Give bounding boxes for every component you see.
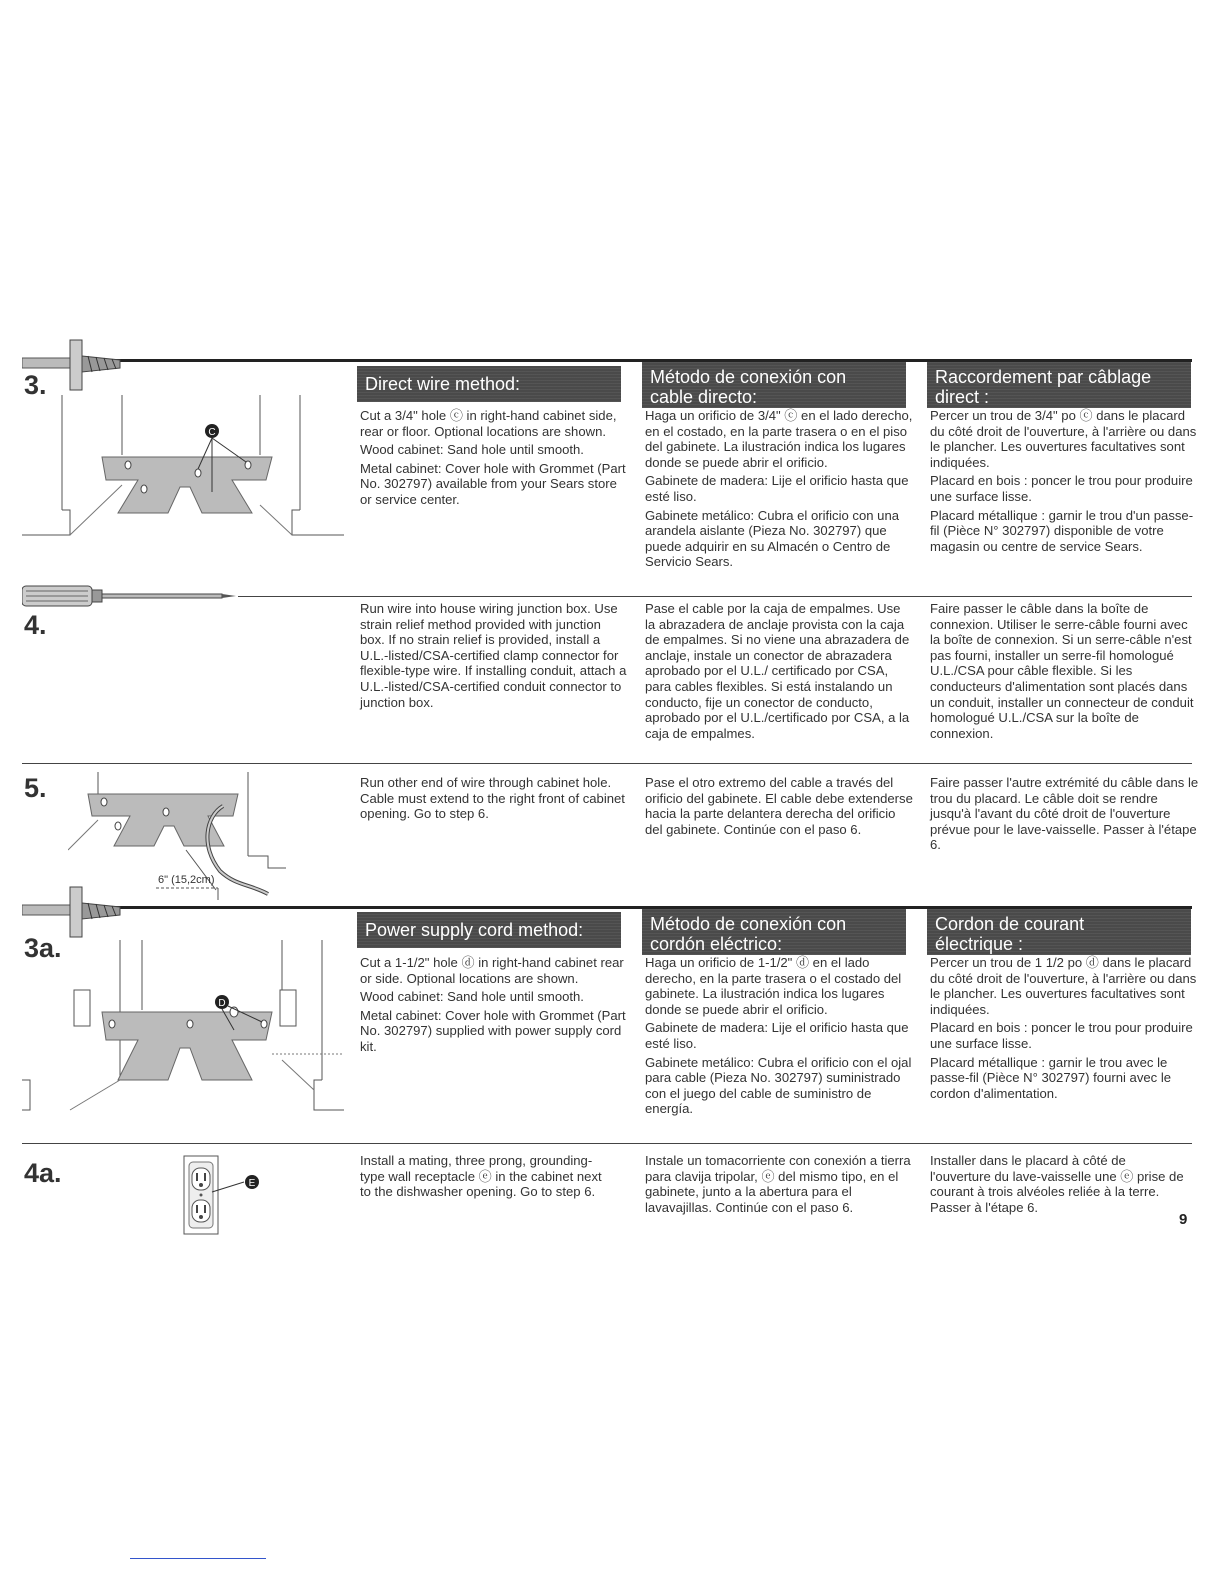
- paragraph: Installer dans le placard à côté de l'ouverture du lave-vaisselle une ⓔ prise de courant à trois alvéoles reliée à la terre. Passer à l'étape 6.: [930, 1153, 1184, 1215]
- step-number-3a: 3a.: [24, 933, 62, 963]
- paragraph: Pase el cable por la caja de empalmes. Use la abrazadera de anclaje provista con la caja de empalmes. Si no viene una abrazadera de anclaje, instale un conector de abrazadera aprobado por el U.L./ certificado por CSA, para cables flexibles. Si está instalando un conducto, fije un conector de conducto, aprobado por el U.L./certificado por CSA, a la caja de empalmes.: [645, 601, 910, 741]
- drill-bit-icon: [22, 883, 122, 943]
- step4a-text-en: [360, 1153, 610, 1203]
- paragraph: Faire passer l'autre extrémité du câble dans le trou du placard. Le câble doit se rendre jusqu'à l'avant du côté droit de l'ouverture prévue pour le lave-vaisselle. Passer à l'étape 6.: [930, 775, 1199, 853]
- step3a-text-en: [360, 955, 628, 1058]
- step4-text-en: [360, 601, 628, 713]
- paragraph: Haga un orificio de 3/4" ⓒ en el lado derecho, en el costado, en la parte trasera o en el piso del gabinete. La ilustración indica los lugares donde se puede abrir el orificio.: [645, 408, 913, 470]
- step5-rule: [22, 763, 1192, 764]
- paragraph: Gabinete de madera: Lije el orificio hasta que esté liso.: [645, 1020, 909, 1051]
- paragraph: Haga un orificio de 1-1/2" ⓓ en el lado derecho, en la parte trasera o el costado del gabinete. La ilustración indica los lugares donde se puede abrir el orificio.: [645, 955, 902, 1017]
- paragraph: Percer un trou de 3/4" po ⓒ dans le placard du côté droit de l'ouverture, à l'arrière ou dans le plancher. Les ouvertures facultatives sont indiquées.: [930, 408, 1197, 470]
- step4-text-fr: [930, 601, 1198, 744]
- step-number-3: 3.: [24, 370, 47, 400]
- step5-text-es: [645, 775, 913, 840]
- paragraph: Gabinete metálico: Cubra el orificio con el ojal para cable (Pieza No. 302797) suministrado con el juego del cable de suministro de energía.: [645, 1054, 912, 1117]
- paragraph: Faire passer le câble dans la boîte de connexion. Utiliser le serre-câble fourni avec la boîte de connexion. Si un serre-câble n'est pas fourni, installer un serre-fil homologué U.L./CSA pour câble flexible. Si les conducteurs d'alimentation sont placés dans un conduit, installer un connecteur de conduit homologué U.L./CSA sur la boîte de connexion.: [930, 601, 1194, 741]
- paragraph: Metal cabinet: Cover hole with Grommet (Part No. 302797) supplied with power supply cord kit.: [360, 1007, 626, 1054]
- cabinet-hole-diagram-d: [22, 940, 352, 1115]
- step4a-text-fr: [930, 1153, 1185, 1218]
- dimension-label: 6" (15,2cm): [158, 874, 215, 886]
- step3-text-es: [645, 408, 913, 573]
- step4-rule: [238, 596, 1192, 597]
- header-power-cord-fr: Cordon de courant électrique :: [927, 909, 1191, 955]
- header-direct-wire-fr: Raccordement par câblage direct :: [927, 362, 1191, 408]
- paragraph: Wood cabinet: Sand hole until smooth.: [360, 442, 584, 458]
- paragraph: Metal cabinet: Cover hole with Grommet (Part No. 302797) available from your Sears store or service center.: [360, 460, 626, 507]
- step4a-text-es: [645, 1153, 913, 1218]
- drill-bit-icon: [22, 336, 122, 396]
- paragraph: Run other end of wire through cabinet hole. Cable must extend to the right front of cabinet opening. Go to step 6.: [360, 775, 625, 822]
- step5-text-en: [360, 775, 628, 825]
- paragraph: Gabinete de madera: Lije el orificio hasta que esté liso.: [645, 473, 909, 504]
- paragraph: Run wire into house wiring junction box. Use strain relief method provided with junction box. If no strain relief is provided, install a U.L.-listed/CSA-certified clamp connector for flexible-type wire. If installing conduit, attach a U.L.-listed/CSA-certified conduit connector to junction box.: [360, 601, 627, 710]
- wall-receptacle-icon: [182, 1154, 262, 1238]
- paragraph: Install a mating, three prong, grounding-type wall receptacle ⓔ in the cabinet next to the dishwasher opening. Go to step 6.: [360, 1153, 602, 1200]
- paragraph: Wood cabinet: Sand hole until smooth.: [360, 989, 584, 1005]
- footer-link-line: [130, 1558, 266, 1559]
- step3a-text-es: [645, 955, 913, 1120]
- paragraph: Placard en bois : poncer le trou pour produire une surface lisse.: [930, 473, 1193, 504]
- paragraph: Placard métallique : garnir le trou d'un passe-fil (Pièce N° 302797) disponible de votre magasin ou centre de service Sears.: [930, 507, 1194, 554]
- step5-text-fr: [930, 775, 1202, 856]
- paragraph: Instale un tomacorriente con conexión a tierra para clavija tripolar, ⓔ del mismo tipo, en el gabinete, junto a la abertura para el lavavajillas. Continúe con el paso 6.: [645, 1153, 911, 1215]
- paragraph: Pase el otro extremo del cable a través del orificio del gabinete. El cable debe extenderse hacia la parte delantera derecha del orificio del gabinete. Continúe con el paso 6.: [645, 775, 913, 837]
- header-direct-wire-es: Método de conexión con cable directo:: [642, 362, 906, 408]
- cabinet-hole-diagram-c: [22, 395, 352, 545]
- step-number-4: 4.: [24, 610, 47, 640]
- callout-label-e: E: [248, 1178, 256, 1189]
- step3a-text-fr: [930, 955, 1202, 1104]
- paragraph: Placard en bois : poncer le trou pour produire une surface lisse.: [930, 1020, 1193, 1051]
- header-direct-wire-en: Direct wire method:: [357, 366, 621, 402]
- step3-text-en: [360, 408, 628, 511]
- step-number-5: 5.: [24, 773, 47, 803]
- step4-text-es: [645, 601, 913, 744]
- step-number-4a: 4a.: [24, 1158, 62, 1188]
- page-number: 9: [1179, 1211, 1188, 1228]
- paragraph: Placard métallique : garnir le trou avec le passe-fil (Pièce N° 302797) fourni avec le cordon d'alimentation.: [930, 1054, 1172, 1101]
- paragraph: Gabinete metálico: Cubra el orificio con una arandela aislante (Pieza No. 302797) que puede adquirir en su Almacén o Centro de Servicio Sears.: [645, 507, 900, 570]
- paragraph: Percer un trou de 1 1/2 po ⓓ dans le placard du côté droit de l'ouverture, à l'arrière ou dans le plancher. Les ouvertures facultatives sont indiquées.: [930, 955, 1197, 1017]
- paragraph: Cut a 1-1/2" hole ⓓ in right-hand cabinet rear or side. Optional locations are shown.: [360, 955, 624, 986]
- header-power-cord-es: Método de conexión con cordón eléctrico:: [642, 909, 906, 955]
- screwdriver-icon: [22, 582, 242, 612]
- header-power-cord-en: Power supply cord method:: [357, 912, 621, 948]
- callout-label-d: D: [218, 998, 226, 1009]
- step3-text-fr: [930, 408, 1202, 557]
- step4a-rule: [22, 1143, 1192, 1144]
- callout-label-c: C: [208, 427, 216, 438]
- paragraph: Cut a 3/4" hole ⓒ in right-hand cabinet side, rear or floor. Optional locations are shown.: [360, 408, 617, 439]
